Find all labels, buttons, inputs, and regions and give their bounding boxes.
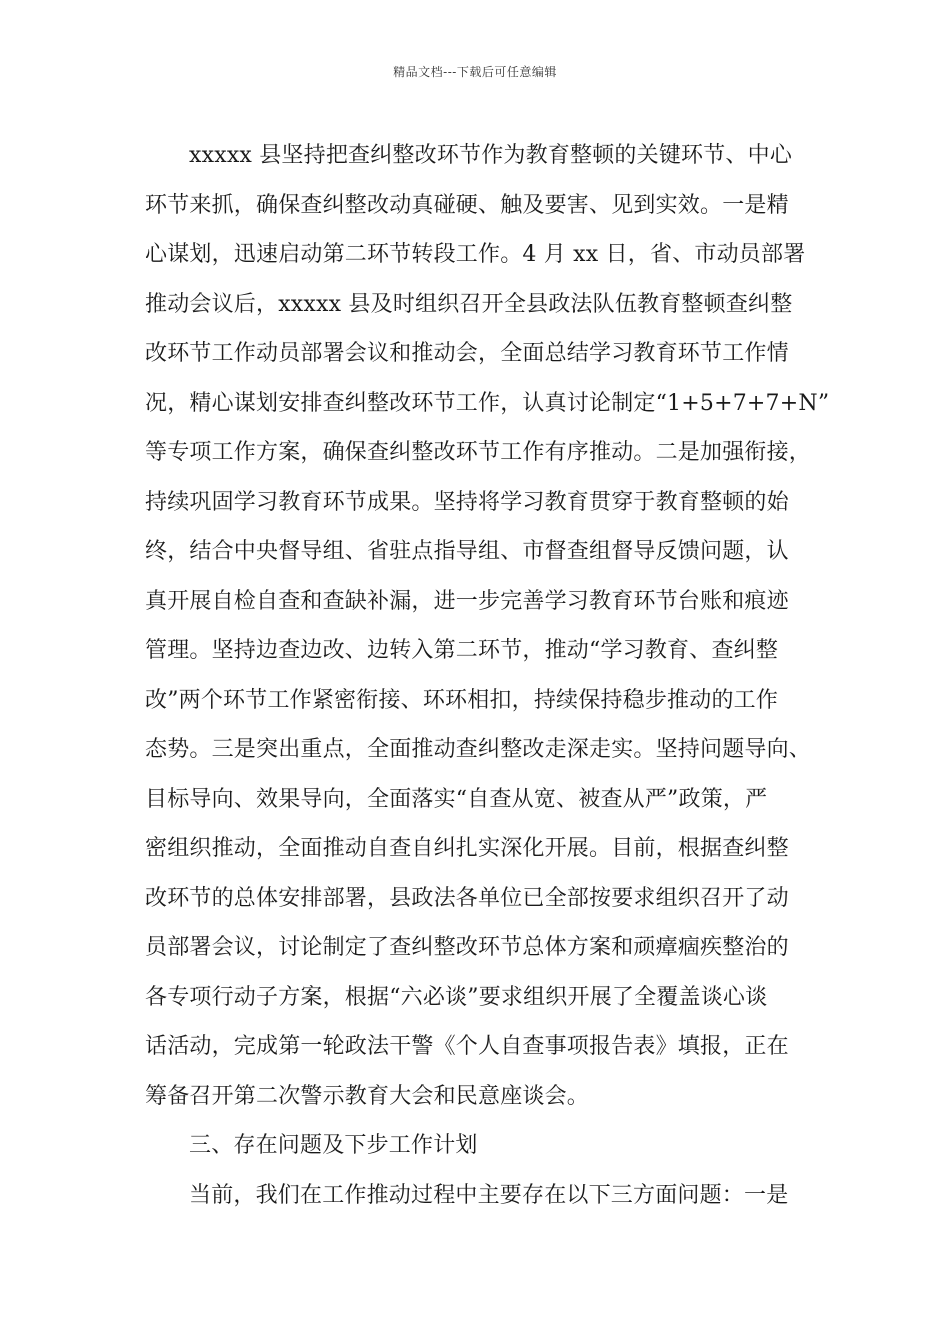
text-line: 话活动，完成第一轮政法干警《个人自查事项报告表》填报，正在 [145,1034,789,1059]
paragraph-2 [145,1171,827,1221]
text-line: 管理。坚持边查边改、边转入第二环节，推动“学习教育、查纠整 [145,638,779,663]
text-line: 推动会议后，xxxxx 县及时组织召开全县政法队伍教育整顿查纠整 [145,291,793,317]
text-line: 改”两个环节工作紧密衔接、环环相扣，持续保持稳步推动的工作 [145,687,779,713]
text-line: 改环节的总体安排部署，县政法各单位已全部按要求组织召开了动 [145,885,789,911]
section-heading: 三、存在问题及下步工作计划 [189,1133,478,1158]
text-line: 心谋划，迅速启动第二环节转段工作。4 月 xx 日，省、市动员部署 [145,242,806,267]
text-line: 环节来抓，确保查纠整改动真碰硬、触及要害、见到实效。一是精 [145,192,789,218]
text-line: 真开展自检自查和查缺补漏，进一步完善学习教育环节台账和痕迹 [145,588,789,614]
document-body [145,131,830,1220]
text-line: 密组织推动，全面推动自查自纠扎实深化开展。目前，根据查纠整 [145,836,789,861]
page-header: 精品文档---下载后可任意编辑 [393,65,557,79]
text-line: 况，精心谋划安排查纠整改环节工作，认真讨论制定“1+5+7+7+N” [145,390,830,416]
paragraph-1 [145,131,830,1121]
text-line: 目标导向、效果导向，全面落实“自查从宽、被查从严”政策，严 [145,786,768,812]
text-line: 终，结合中央督导组、省驻点指导组、市督查组督导反馈问题，认 [145,539,789,564]
text-line: 当前，我们在工作推动过程中主要存在以下三方面问题：一是 [189,1182,789,1208]
text-line: 员部署会议，讨论制定了查纠整改环节总体方案和顽瘴痼疾整治的 [145,935,789,960]
text-line: xxxxx 县坚持把查纠整改环节作为教育整顿的关键环节、中心 [189,143,793,168]
text-line: 改环节工作动员部署会议和推动会，全面总结学习教育环节工作情 [145,341,789,366]
text-line: 各专项行动子方案，根据“六必谈”要求组织开展了全覆盖谈心谈 [145,984,768,1010]
text-line: 态势。三是突出重点，全面推动查纠整改走深走实。坚持问题导向、 [145,737,812,762]
text-line: 持续巩固学习教育环节成果。坚持将学习教育贯穿于教育整顿的始 [145,489,789,515]
text-line: 筹备召开第二次警示教育大会和民意座谈会。 [145,1083,590,1109]
text-line: 等专项工作方案，确保查纠整改环节工作有序推动。二是加强衔接， [145,440,812,465]
